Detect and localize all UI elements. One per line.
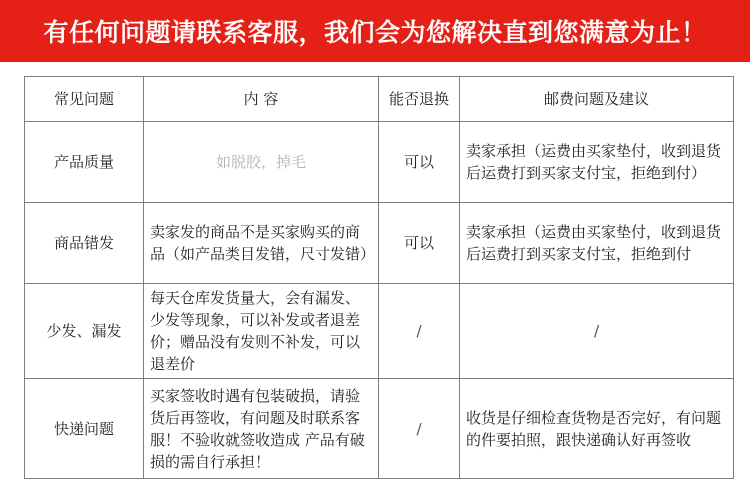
banner-text: 有任何问题请联系客服，我们会为您解决直到您满意为止！ xyxy=(43,18,707,47)
top-banner xyxy=(0,0,750,62)
row-returnable: / xyxy=(379,379,460,479)
table-header-row xyxy=(25,77,734,122)
header-shipping: 邮费问题及建议 xyxy=(460,77,734,122)
row-shipping: 卖家承担（运费由买家垫付，收到退货后运费打到买家支付宝，拒绝到付） xyxy=(460,122,734,203)
row-issue: 商品错发 xyxy=(25,203,144,284)
header-returnable: 能否退换 xyxy=(379,77,460,122)
row-content: 买家签收时遇有包装破损，请验货后再签收，有问题及时联系客服！不验收就签收造成 产品有破损的需自行承担！ xyxy=(144,379,379,479)
row-issue: 产品质量 xyxy=(25,122,144,203)
table-row xyxy=(25,379,734,479)
table-row xyxy=(25,122,734,203)
header-content: 内 容 xyxy=(144,77,379,122)
faq-table xyxy=(24,76,734,479)
row-shipping: 收货是仔细检查货物是否完好，有问题的件要拍照，跟快递确认好再签收 xyxy=(460,379,734,479)
row-returnable: 可以 xyxy=(379,122,460,203)
row-issue: 快递问题 xyxy=(25,379,144,479)
row-content: 卖家发的商品不是买家购买的商品（如产品类目发错，尺寸发错） xyxy=(144,203,379,284)
row-issue: 少发、漏发 xyxy=(25,284,144,379)
row-shipping: 卖家承担（运费由买家垫付，收到退货后运费打到买家支付宝，拒绝到付 xyxy=(460,203,734,284)
header-issue: 常见问题 xyxy=(25,77,144,122)
row-content: 每天仓库发货量大，会有漏发、少发等现象，可以补发或者退差价；赠品没有发则不补发，可以退差价 xyxy=(144,284,379,379)
row-returnable: 可以 xyxy=(379,203,460,284)
row-content: 如脱胶，掉毛 xyxy=(144,122,379,203)
table-row xyxy=(25,203,734,284)
row-returnable: / xyxy=(379,284,460,379)
row-shipping: / xyxy=(460,284,734,379)
table-row xyxy=(25,284,734,379)
